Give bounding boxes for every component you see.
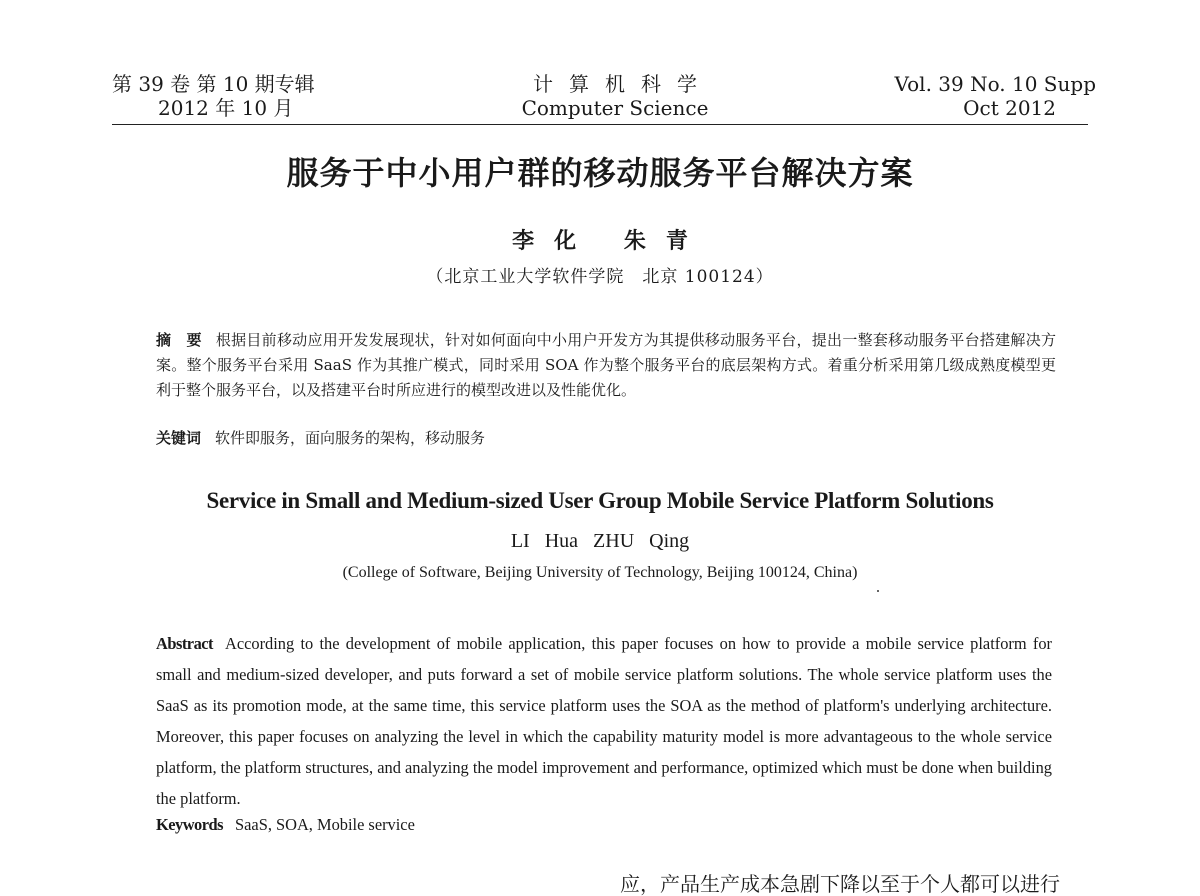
- affiliation-en: (College of Software, Beijing University of Technology, Beijing 100124, China): [342, 564, 858, 581]
- header-rule: [112, 124, 1088, 125]
- header-issue-info: [112, 72, 315, 120]
- abstract-en-text: According to the development of mobile application, this paper focuses on how to provide a mobile service platform for small and medium-sized developer, and puts forward a set of mobile service platform solutions. The whole service platform uses the SaaS as its promotion mode, at the same time, this service platform uses the SOA as the method of platform's underlying architecture. Moreover, this paper focuses on analyzing the level in which the capability maturity model is more advantageous to the whole service platform, the platform structures, and analyzing the model improvement and performance, optimized which must be done when building the platform.: [156, 634, 1052, 808]
- header-journal: [480, 72, 750, 120]
- header-date-en: Oct 2012: [963, 96, 1056, 120]
- abstract-en: [156, 628, 1052, 814]
- journal-name-en: Computer Science: [521, 96, 709, 120]
- keywords-en-text: SaaS, SOA, Mobile service: [235, 815, 415, 834]
- paper-title-en: Service in Small and Medium-sized User Group Mobile Service Platform Solutions: [206, 488, 994, 513]
- header-vol-no: Vol. 39 No. 10 Supp: [894, 72, 1096, 96]
- abstract-cn-text: 根据目前移动应用开发发展现状，针对如何面向中小用户开发方为其提供移动服务平台，提出一整套移动服务平台搭建解决方案。整个服务平台采用 SaaS 作为其推广模式，同时采用 SOA 作为整个服务平台的底层架构方式。着重分析采用第几级成熟度模型更利于整个服务平台，以及搭建平台时所应进行的模型改进以及性能优化。: [156, 331, 1056, 399]
- header-volume-issue: 第 39 卷 第 10 期专辑: [112, 72, 315, 96]
- keywords-en: [156, 812, 1052, 838]
- header-date-cn: 2012 年 10 月: [158, 96, 294, 120]
- keywords-cn-label: 关键词: [156, 429, 202, 447]
- abstract-cn: [156, 328, 1056, 403]
- abstract-cn-label: 摘 要: [156, 331, 202, 349]
- keywords-cn-text: 软件即服务，面向服务的架构，移动服务: [215, 429, 486, 447]
- body-text-fragment: 应，产品生产成本急剧下降以至于个人都可以进行: [620, 872, 1060, 896]
- authors-en: LI Hua ZHU Qing: [510, 530, 690, 552]
- header-volume-en: [895, 72, 1096, 120]
- affiliation-cn: （北京工业大学软件学院 北京 100124）: [426, 267, 774, 287]
- paper-title-cn: 服务于中小用户群的移动服务平台解决方案: [286, 154, 914, 192]
- journal-name-cn: 计算机科学: [533, 72, 713, 96]
- authors-cn: 李化 朱青: [512, 229, 708, 254]
- keywords-cn: [156, 426, 1056, 450]
- scan-speck: [877, 590, 879, 592]
- keywords-en-label: Keywords: [156, 815, 224, 834]
- abstract-en-label: Abstract: [156, 634, 213, 653]
